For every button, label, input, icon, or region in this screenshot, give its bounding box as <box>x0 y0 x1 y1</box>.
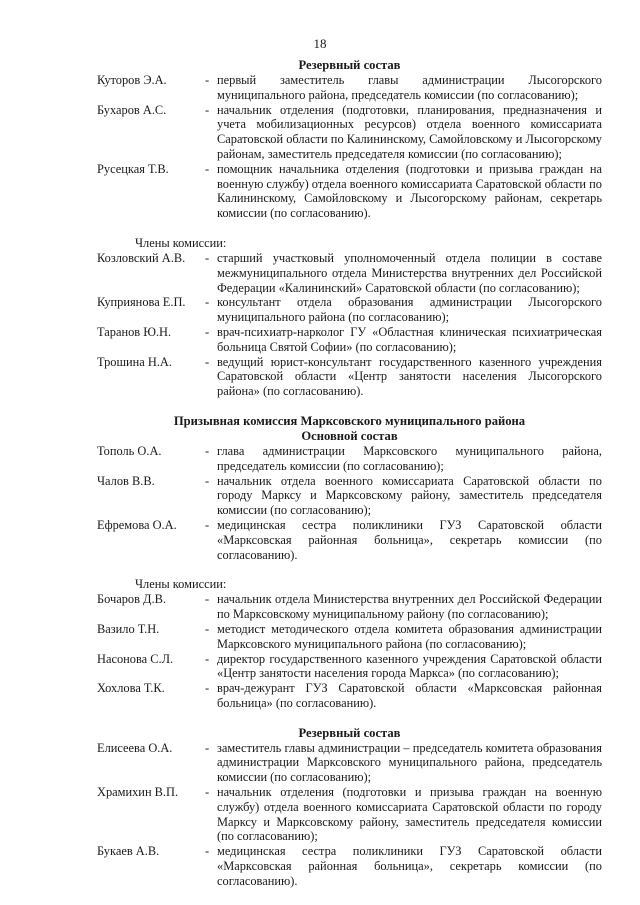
member-name: Куторов Э.А. <box>97 73 167 87</box>
member-entry <box>97 295 602 325</box>
member-entry <box>97 444 602 474</box>
member-role: ведущий юрист-консультант государственного казенного учреждения Саратовской области «Центр занятости населения Лысогорского района» (по согласованию). <box>217 354 602 399</box>
dash-separator: - <box>205 740 210 755</box>
spacer <box>97 399 602 414</box>
dash-separator: - <box>205 517 210 532</box>
member-name: Тополь О.А. <box>97 443 162 458</box>
page-number: 18 <box>313 36 327 51</box>
dash-separator: - <box>205 324 210 339</box>
member-role: первый заместитель главы администрации Лысогорского муниципального района, председатель комиссии (по согласованию); <box>217 73 602 102</box>
dash-separator: - <box>205 102 210 117</box>
member-role: врач-дежурант ГУЗ Саратовской области «Марксовская районная больница» (по согласованию). <box>217 681 602 710</box>
member-role: начальник отдела военного комиссариата Саратовской области по городу Марксу и Марксовскому району, заместитель председателя комиссии (по согласованию); <box>217 473 602 518</box>
member-role: начальник отдела Министерства внутренних дел Российской Федерации по Марксовскому муниципальному району (по согласованию); <box>217 592 602 622</box>
dash-separator: - <box>205 681 210 696</box>
member-entry <box>97 592 602 622</box>
member-entry <box>97 681 602 711</box>
member-entry <box>97 741 602 785</box>
member-entry <box>97 251 602 295</box>
dash-separator: - <box>205 73 210 87</box>
member-entry <box>97 162 602 221</box>
dash-separator: - <box>205 785 210 800</box>
member-entry <box>97 622 602 652</box>
section-heading: Резервный состав <box>298 58 401 72</box>
dash-separator: - <box>205 354 210 369</box>
section-heading: Основной состав <box>301 428 398 443</box>
member-entry <box>97 103 602 162</box>
member-name: Вазило Т.Н. <box>97 621 160 636</box>
member-role: медицинская сестра поликлиники ГУЗ Саратовской области «Марксовская районная больница», секретарь комиссии (по согласованию). <box>217 844 602 888</box>
dash-separator: - <box>205 295 210 310</box>
member-name: Храмихин В.П. <box>97 785 179 800</box>
member-name: Елисеева О.А. <box>97 740 173 755</box>
member-entry <box>97 785 602 844</box>
dash-separator: - <box>205 250 210 265</box>
member-name: Насонова С.Л. <box>97 651 174 666</box>
dash-separator: - <box>205 844 210 859</box>
member-name: Трошина Н.А. <box>97 354 172 369</box>
member-role: методист методического отдела комитета образования администрации Марксовского муниципального района (по согласованию); <box>217 621 602 651</box>
member-name: Бухаров А.С. <box>97 102 167 117</box>
member-role: заместитель главы администрации – председатель комитета образования администрации Марксовского муниципального района, председатель комиссии (по согласованию); <box>217 740 602 785</box>
section-heading: Призывная комиссия Марксовского муниципального района <box>173 413 526 428</box>
member-name: Хохлова Т.К. <box>97 681 165 696</box>
member-name: Ефремова О.А. <box>97 517 177 532</box>
member-name: Букаев А.В. <box>97 844 160 859</box>
member-role: директор государственного казенного учреждения Саратовской области «Центр занятости населения города Маркса» (по согласованию); <box>217 651 602 681</box>
spacer <box>97 711 602 726</box>
member-role: старший участковый уполномоченный отдела полиции в составе межмуниципального отдела Министерства внутренних дел Российской Федерации «Калининский» Саратовской области (по согласованию); <box>217 250 602 295</box>
member-name: Козловский А.В. <box>97 250 186 265</box>
member-entry <box>97 518 602 562</box>
member-entry <box>97 474 602 518</box>
member-role: помощник начальника отделения (подготовки и призыва граждан на военную службу) отдела военного комиссариата Саратовской области по Калининскому, Самойловскому и Лысогорскому районам, секретарь комиссии (по согласованию). <box>217 161 602 221</box>
dash-separator: - <box>205 592 210 607</box>
member-entry <box>97 73 602 103</box>
members-subheading: Члены комиссии: <box>135 577 227 592</box>
dash-separator: - <box>205 473 210 488</box>
member-role: медицинская сестра поликлиники ГУЗ Саратовской области «Марксовская районная больница», секретарь комиссии (по согласованию). <box>217 517 602 562</box>
member-name: Чалов В.В. <box>97 473 155 488</box>
member-entry <box>97 844 602 888</box>
dash-separator: - <box>205 161 210 176</box>
dash-separator: - <box>205 621 210 636</box>
member-role: начальник отделения (подготовки и призыва граждан на военную службу) отдела военного комиссариата Саратовской области по городу Марксу и Марксовскому району, заместитель председателя комиссии (по согласованию); <box>217 785 602 844</box>
member-name: Русецкая Т.В. <box>97 161 169 176</box>
member-role: начальник отделения (подготовки, планирования, предназначения и учета мобилизационных ресурсов) отдела военного комиссариата Саратовской области по Калининскому, Самойловскому и Лысогорскому районам, заместитель председателя комиссии (по согласованию); <box>217 102 602 161</box>
document-body <box>97 58 602 889</box>
member-role: глава администрации Марксовского муниципального района, председатель комиссии (по согласованию); <box>217 443 602 473</box>
spacer <box>97 562 602 577</box>
member-name: Таранов Ю.Н. <box>97 324 172 339</box>
members-subheading: Члены комиссии: <box>135 235 227 250</box>
member-entry <box>97 355 602 399</box>
dash-separator: - <box>205 443 210 458</box>
member-entry <box>97 325 602 355</box>
spacer <box>97 221 602 236</box>
member-name: Куприянова Е.П. <box>97 295 186 310</box>
member-role: консультант отдела образования администрации Лысогорского муниципального района (по согласованию); <box>217 295 602 325</box>
section-heading: Резервный состав <box>298 725 401 740</box>
member-role: врач-психиатр-нарколог ГУ «Областная клиническая психиатрическая больница Святой Софии» (по согласованию); <box>217 324 602 354</box>
member-entry <box>97 652 602 682</box>
member-name: Бочаров Д.В. <box>97 592 166 607</box>
dash-separator: - <box>205 651 210 666</box>
